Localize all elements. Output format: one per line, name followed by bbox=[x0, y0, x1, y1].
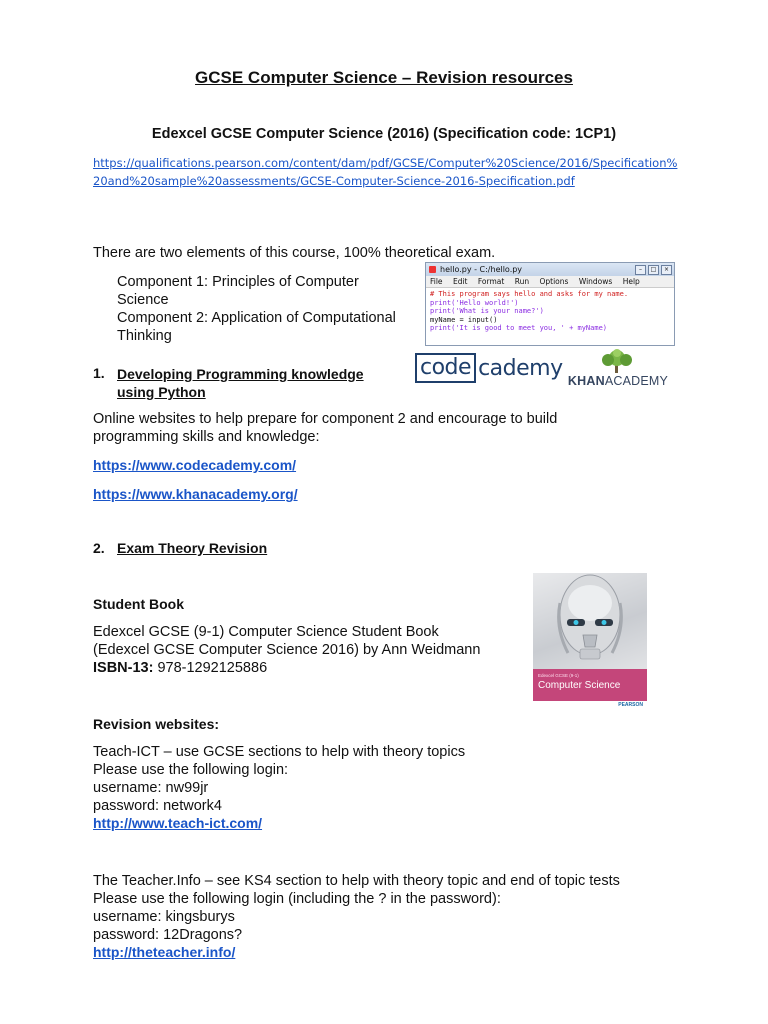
section-1-heading-line2: using Python bbox=[117, 384, 206, 400]
section-2-heading: Exam Theory Revision bbox=[117, 540, 268, 556]
khan-logo-khan: KHAN bbox=[567, 374, 605, 388]
section-1-number: 1. bbox=[93, 365, 105, 381]
python-file-icon bbox=[429, 266, 436, 273]
book-title-line2: (Edexcel GCSE Computer Science 2016) by Ann Weidmann bbox=[93, 642, 481, 658]
codecademy-link[interactable]: https://www.codecademy.com/ bbox=[93, 457, 297, 473]
code-line: print('What is your name?') bbox=[430, 307, 544, 316]
book-cover-footer bbox=[533, 701, 647, 709]
teacherinfo-username: username: kingsburys bbox=[93, 909, 235, 925]
teacherinfo-login-text: Please use the following login (including the ? in the password): bbox=[93, 891, 501, 907]
page-title: GCSE Computer Science – Revision resources bbox=[195, 68, 573, 87]
teachict-password: password: network4 bbox=[93, 798, 222, 814]
component-1: Component 1: Principles of Computer Science bbox=[117, 274, 359, 308]
idle-menu-run: Run bbox=[514, 277, 530, 286]
book-cover-title: Computer Science bbox=[538, 680, 621, 691]
idle-code-area bbox=[426, 288, 674, 335]
component-2: Component 2: Application of Computational Thinking bbox=[117, 310, 396, 344]
code-line: myName = input() bbox=[430, 315, 498, 324]
khan-academy-logo bbox=[560, 347, 676, 389]
idle-menu-windows: Windows bbox=[578, 277, 613, 286]
section-2-number: 2. bbox=[93, 540, 105, 556]
minimize-icon: – bbox=[635, 265, 646, 275]
specification-link[interactable]: https://qualifications.pearson.com/content/dam/pdf/GCSE/Computer%20Science/2016/Specification%20and%20sample%20assessments/GCSE-Computer-Science-2016-Specification.pdf bbox=[93, 156, 678, 188]
specification-subtitle: Edexcel GCSE Computer Science (2016) (Specification code: 1CP1) bbox=[151, 126, 617, 142]
close-icon: × bbox=[661, 265, 672, 275]
idle-menu-help: Help bbox=[622, 277, 640, 286]
teachict-link[interactable]: http://www.teach-ict.com/ bbox=[93, 815, 263, 831]
teachict-username: username: nw99jr bbox=[93, 780, 209, 796]
revision-websites-heading: Revision websites: bbox=[93, 716, 220, 732]
khanacademy-link[interactable]: https://www.khanacademy.org/ bbox=[93, 486, 298, 502]
teachict-description: Teach-ICT – use GCSE sections to help with theory topics bbox=[93, 744, 466, 760]
khan-academy-wordmark bbox=[560, 374, 676, 388]
idle-window-title: hello.py - C:/hello.py bbox=[440, 265, 523, 274]
teacherinfo-password: password: 12Dragons? bbox=[93, 927, 243, 943]
idle-menu-edit: Edit bbox=[452, 277, 468, 286]
code-line: print('Hello world!') bbox=[430, 298, 519, 307]
codecademy-logo bbox=[415, 353, 563, 383]
maximize-icon: □ bbox=[648, 265, 659, 275]
code-line: # This program says hello and asks for my name. bbox=[430, 290, 629, 298]
section-1-heading-line1: Developing Programming knowledge bbox=[117, 366, 364, 382]
book-title-band bbox=[533, 669, 647, 701]
section-1-text: Online websites to help prepare for component 2 and encourage to build programming skills and knowledge: bbox=[93, 411, 558, 445]
student-book-heading: Student Book bbox=[93, 596, 184, 612]
code-line: print('It is good to meet you, ' + myName) bbox=[430, 324, 608, 333]
idle-menu-format: Format bbox=[477, 277, 505, 286]
teacherinfo-description: The Teacher.Info – see KS4 section to help with theory topic and end of topic tests bbox=[93, 873, 620, 889]
student-book-cover bbox=[533, 573, 647, 709]
book-title-line1: Edexcel GCSE (9-1) Computer Science Student Book bbox=[93, 624, 439, 640]
idle-titlebar bbox=[426, 263, 674, 276]
khan-tree-icon bbox=[596, 349, 638, 373]
codecademy-logo-code: code bbox=[415, 353, 476, 383]
codecademy-logo-cademy: cademy bbox=[478, 355, 563, 381]
pearson-logo: PEARSON bbox=[618, 702, 643, 708]
robot-face-image bbox=[533, 573, 647, 669]
isbn-value: 978-1292125886 bbox=[153, 660, 268, 676]
isbn-line bbox=[93, 659, 267, 677]
course-intro: There are two elements of this course, 100% theoretical exam. bbox=[93, 245, 496, 261]
idle-menu-file: File bbox=[430, 277, 443, 286]
book-cover-series: Edexcel GCSE (9-1) bbox=[538, 673, 579, 678]
teachict-login-text: Please use the following login: bbox=[93, 762, 289, 778]
python-idle-screenshot bbox=[425, 262, 675, 346]
khan-logo-academy: ACADEMY bbox=[604, 374, 669, 388]
section-1-heading bbox=[117, 365, 407, 401]
isbn-label: ISBN-13: bbox=[93, 660, 154, 676]
teacherinfo-link[interactable]: http://theteacher.info/ bbox=[93, 944, 236, 960]
idle-menubar bbox=[426, 276, 674, 288]
idle-menu-options: Options bbox=[539, 277, 569, 286]
